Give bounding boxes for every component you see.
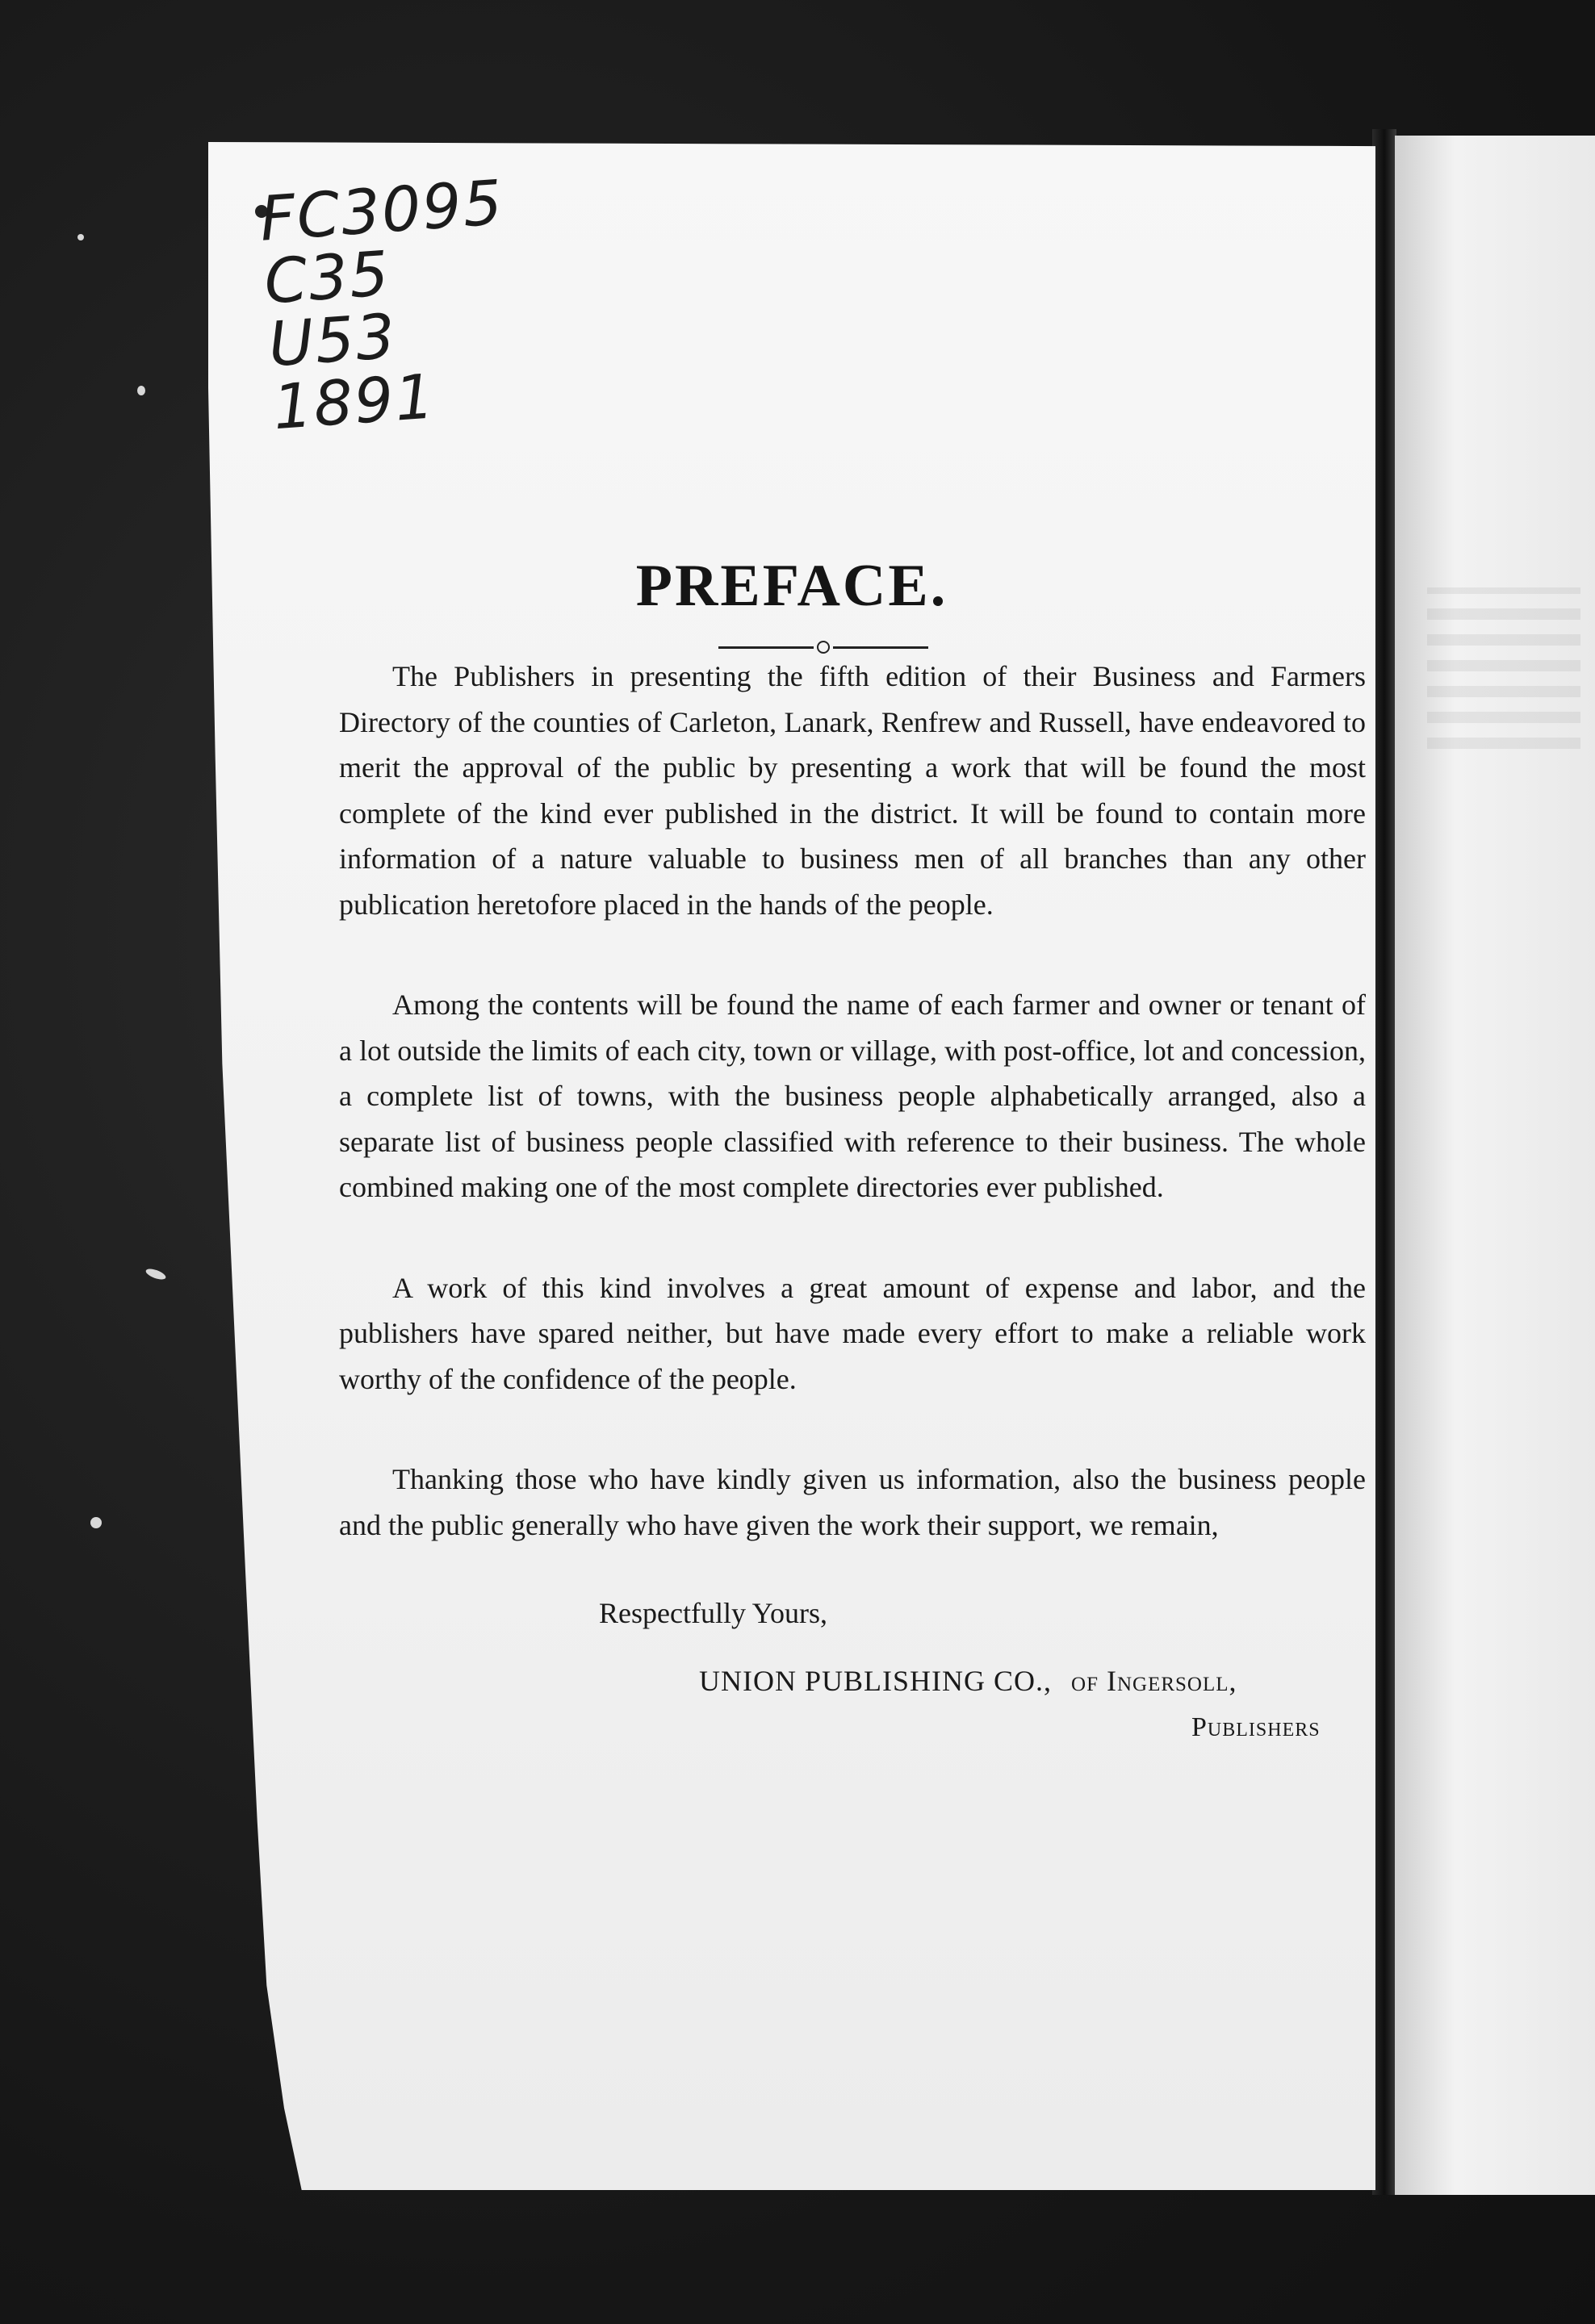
signatory-line: [699, 1664, 1237, 1698]
title-divider: [718, 639, 928, 655]
paragraph: Among the contents will be found the name of each farmer and owner or tenant of a lot outside the limits of each city, town or village, with post-office, lot and concession, a complete list of towns, with the business people alphabetically arranged, also a separate list of business people classified with reference to their business. The whole combined making one of the most complete directories ever published.: [339, 989, 1366, 1203]
closing-salutation: Respectfully Yours,: [599, 1597, 828, 1629]
signatory-name: UNION PUBLISHING CO.,: [699, 1665, 1053, 1697]
call-number-line: U53: [266, 299, 400, 381]
dust-speck: [137, 386, 145, 395]
divider-ornament: [817, 641, 830, 654]
divider-line-left: [718, 646, 814, 649]
paragraph: Thanking those who have kindly given us information, also the business people and the public generally who have given the work their support, we remain,: [339, 1463, 1366, 1541]
call-number: [257, 165, 518, 444]
paragraph: A work of this kind involves a great amount of expense and labor, and the publishers have spared neither, but have made every effort to make a reliable work worthy of the confidence of the people.: [339, 1271, 1366, 1395]
dust-speck: [90, 1517, 102, 1528]
divider-line-right: [833, 646, 928, 649]
book-spine: [1372, 129, 1396, 2195]
bleed-through-text: [1427, 587, 1580, 749]
dust-speck: [77, 234, 84, 240]
call-number-line: C35: [262, 236, 393, 318]
preface-body: [339, 654, 1366, 1548]
page-title: PREFACE.: [635, 553, 948, 619]
paragraph: The Publishers in presenting the fifth edition of their Business and Farmers Directory of the counties of Carleton, Lanark, Renfrew and Russell, have endeavored to merit the approval of the public by presenting a work that will be found the most complete of the kind ever published in the district. It will be found to contain more information of a nature valuable to business men of all branches than any other publication heretofore placed in the hands of the people.: [339, 660, 1366, 921]
call-number-line: FC3095: [257, 165, 506, 255]
signatory-role: Publishers: [1191, 1712, 1321, 1742]
signatory-location: of Ingersoll,: [1071, 1665, 1237, 1697]
call-number-line: 1891: [270, 360, 438, 444]
adjacent-page: [1395, 136, 1595, 2195]
